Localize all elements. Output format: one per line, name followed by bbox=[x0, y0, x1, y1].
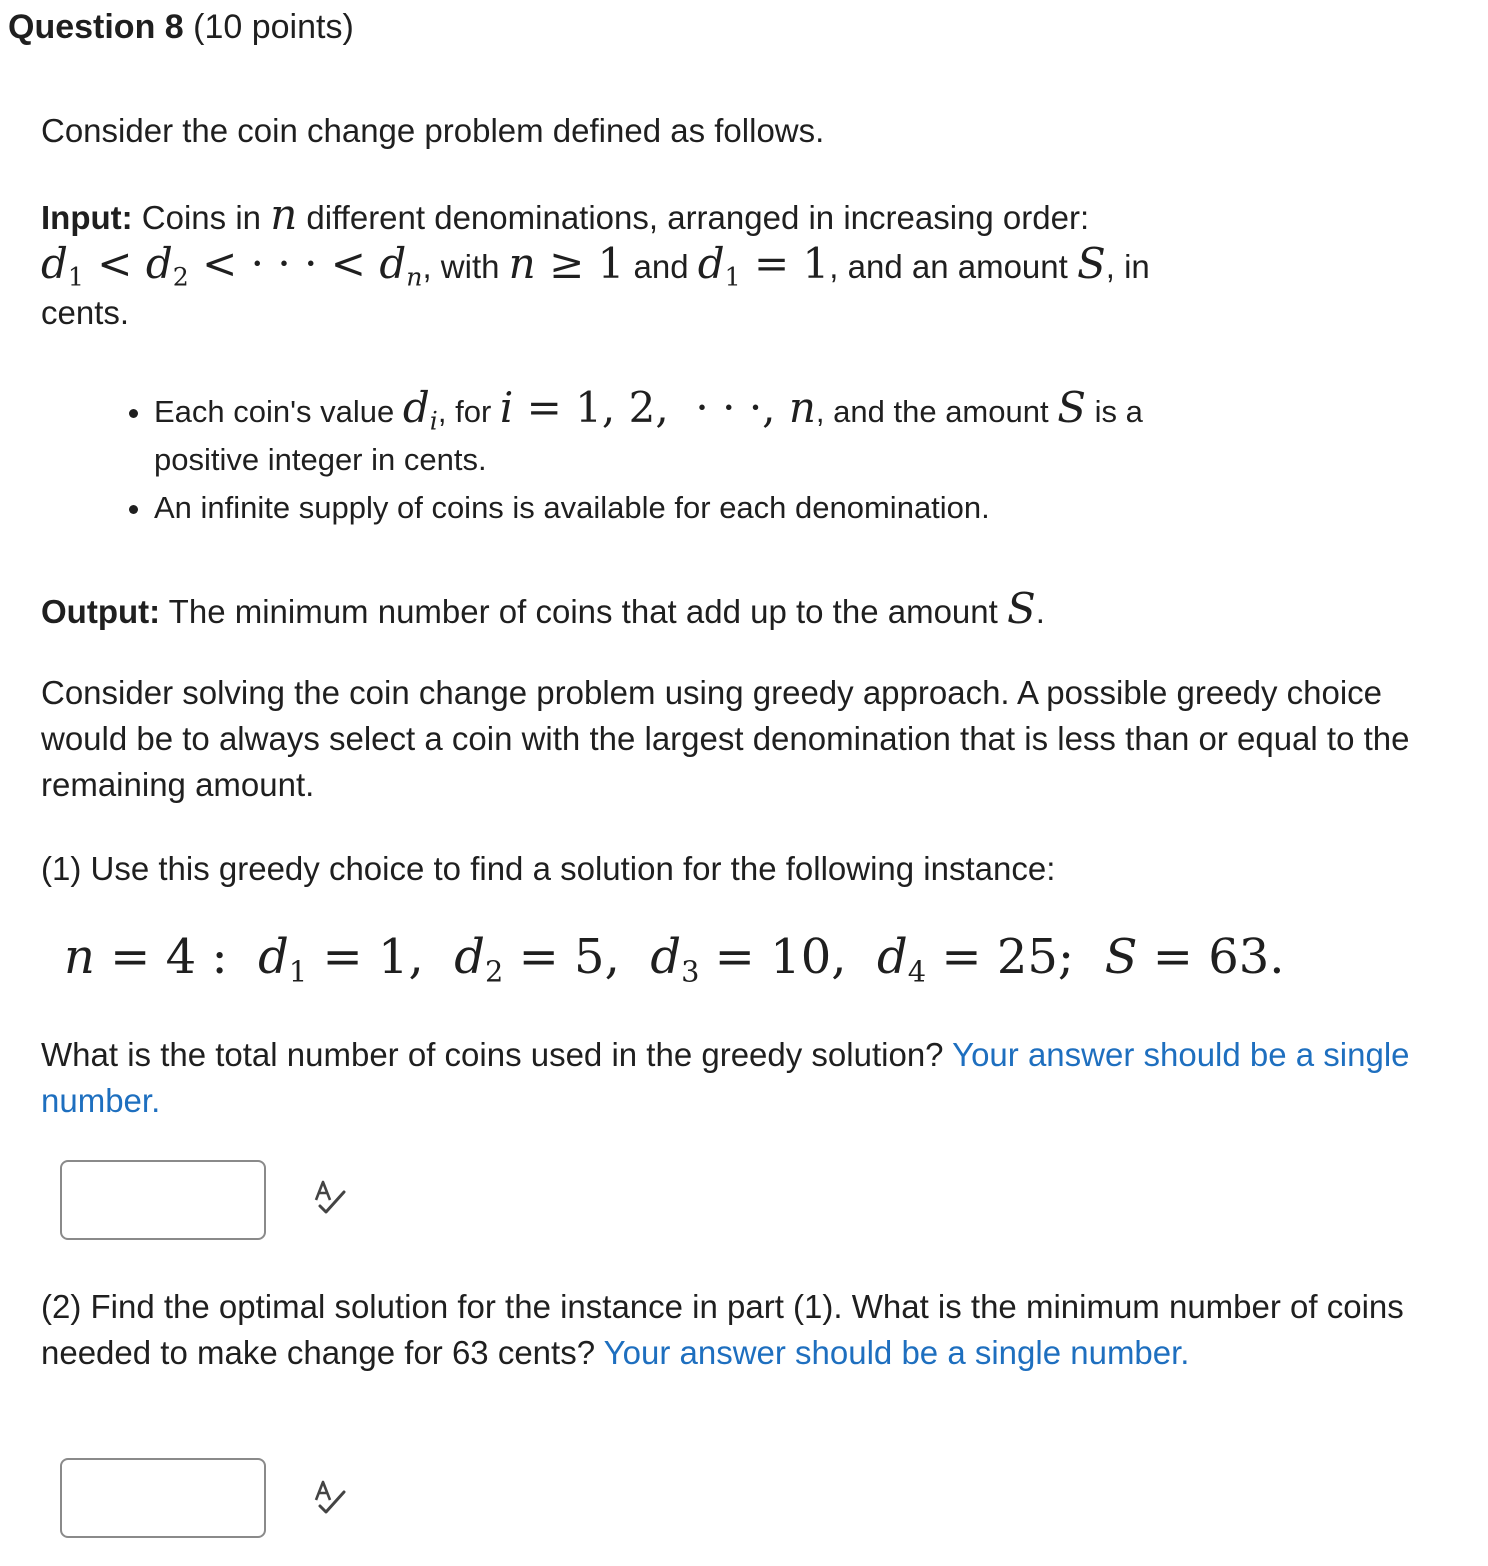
input-section: Input: Coins in n different denominations, arranged in increasing order: $d_1 < d_2$ < · · · < $d_n$, with n ≥ 1 and $d_1 = 1$, and an amount S, in cents. bbox=[41, 190, 1150, 331]
spellcheck-icon[interactable] bbox=[310, 1478, 350, 1518]
question-title: Question 8 bbox=[8, 8, 184, 46]
math-n: n bbox=[270, 190, 298, 239]
output-section: Output: The minimum number of coins that add up to the amount S. bbox=[41, 584, 1045, 633]
list-item: • An infinite supply of coins is available for each denomination. bbox=[154, 484, 1454, 532]
greedy-description: Consider solving the coin change problem using greedy approach. A possible greedy choice would be to always select a coin with the largest denomination that is less than or equal to the remaining amount. bbox=[41, 674, 1410, 803]
part1-answer-input[interactable] bbox=[60, 1160, 266, 1240]
part1-hint: Your answer should be a single number. bbox=[41, 1036, 1410, 1119]
math-S: S bbox=[1076, 239, 1106, 288]
part2-hint: Your answer should be a single number. bbox=[603, 1334, 1190, 1371]
math-i-range: i = 1, 2, · · ·, n bbox=[499, 383, 816, 432]
output-label: Output: bbox=[41, 593, 161, 630]
math-ineq: $d_1 < d_2$ < · · · < $d_n$ bbox=[41, 239, 423, 292]
math-d1-eq: $d_1 = 1$ bbox=[697, 239, 830, 292]
spellcheck-icon[interactable] bbox=[310, 1178, 350, 1218]
list-item: • Each coin's value $d_i$, for i = 1, 2, · · ·, n, and the amount S is a positive integer in cents. bbox=[154, 384, 1454, 484]
part1-question: What is the total number of coins used in the greedy solution? Your answer should be a single number. bbox=[41, 1036, 1410, 1119]
instance-formula: n = 4 : $d_1 = 1$, $d_2 = 5$, $d_3 = 10$, $d_4 = 25$; S = 63. bbox=[64, 929, 1285, 989]
math-S: S bbox=[1057, 383, 1086, 432]
intro-text: Consider the coin change problem defined as follows. bbox=[41, 112, 825, 149]
part2-answer-input[interactable] bbox=[60, 1458, 266, 1538]
part2-question: (2) Find the optimal solution for the instance in part (1). What is the minimum number of coins needed to make change for 63 cents? Your answer should be a single number. bbox=[41, 1288, 1404, 1371]
math-S: S bbox=[1006, 584, 1036, 633]
assumption-list bbox=[110, 384, 1454, 532]
math-n-ge: n ≥ 1 bbox=[508, 239, 625, 288]
question-header bbox=[8, 4, 354, 50]
input-label: Input: bbox=[41, 199, 133, 236]
part1-prompt: (1) Use this greedy choice to find a solution for the following instance: bbox=[41, 850, 1056, 887]
math-di: $d_i$ bbox=[402, 383, 438, 436]
question-points: (10 points) bbox=[193, 8, 354, 46]
